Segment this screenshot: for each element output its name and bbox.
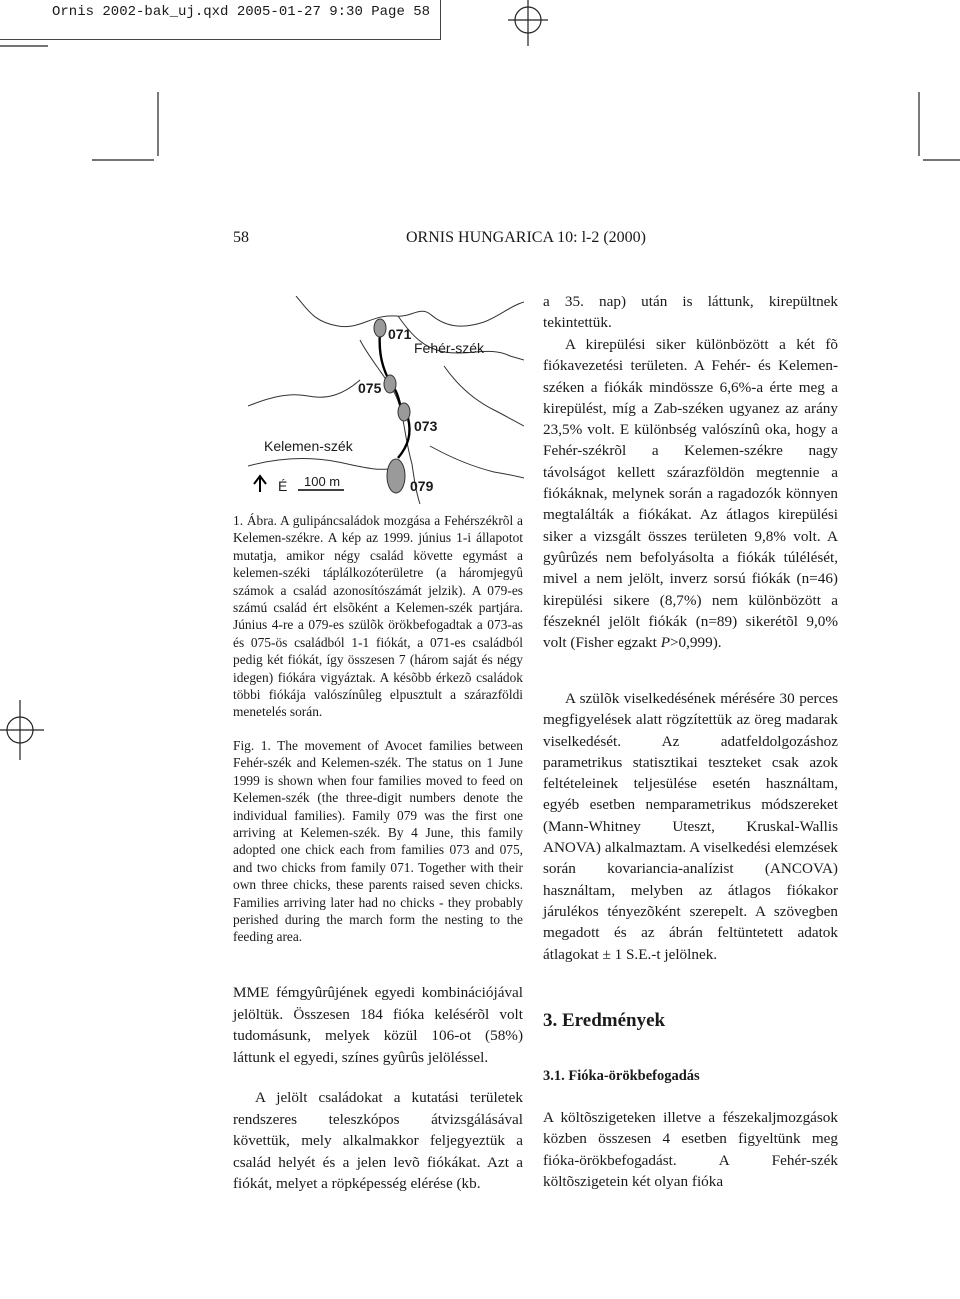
left-paragraph-2: A jelölt családokat a kutatási területek rendszeres teleszkópos átvizsgálásával követtük, mely alkalmakkor feljegyeztük a család helyét és a jelen levõ fiókákat. Azt a fiókát, melyet a röpképesség elérése (kb. [233,1089,523,1192]
print-slug: Ornis 2002-bak_uj.qxd 2005-01-27 9:30 Page 58 [0,0,441,40]
family-073-marker [398,403,410,421]
movement-map [248,296,524,504]
right-paragraph-4: A költõszigeteken illetve a fészekaljmozgások közben összesen 4 esetben figyeltünk meg fióka-örökbefogadást. A Fehér-szék költõszigetein két olyan fióka [543,1109,838,1190]
right-p2-end: >0,999). [669,634,722,652]
caption-english: Fig. 1. The movement of Avocet families between Fehér-szék and Kelemen-szék. The status on 1 June 1999 is shown when four families moved to feed on Kelemen-szék (the three-digit numbers denote the individual families). Family 079 was the first one arriving at Kelemen-szék. By 4 June, this family adopted one chick each from families 073 and 075, and two chicks from family 071. Together with their own three chicks, these parents raised seven chicks. Families arriving later had no chicks - they probably perished during the march form the nesting to the feeding area. [233,738,523,945]
label-079: 079 [410,478,434,494]
right-p2-text: A kirepülési siker különbözött a két fõ fiókavezetési területen. A Fehér- és Kelemen-széken a fiókák mindössze 6,6%-a érte meg a kirepülést, míg a Zab-széken ugyanez az arány 23,5% volt. E különbség valószínû oka, hogy a Fehér-székrõl a Kelemen-székre nagy távolságot kellett szárazföldön megtennie a fiókáknak, melynek során a ragadozók könnyen megtalálták a fiókákat. Az átlagos kirepülési siker a vizsgált összes területen 9,8% volt. A gyûrûzés nem befolyásolta a fiókák túlélését, mivel a nem jelölt, inverz sorsú fiókák (n=46) kirepülési sikere (8,7%) nem különbözött a fészeknél jelölt fiókák (n=89) sikerétõl 9,0% volt (Fisher egzakt [543,336,838,652]
label-scale: 100 m [304,474,341,489]
label-073: 073 [414,418,438,434]
label-071: 071 [388,326,412,342]
family-071-marker [374,319,386,337]
label-075: 075 [358,380,382,396]
label-kelemen-szek: Kelemen-szék [264,438,353,454]
journal-header: ORNIS HUNGARICA 10: l-2 (2000) [406,229,646,246]
p-value-symbol: P [660,634,670,652]
family-075-marker [384,375,396,393]
label-north: É [278,478,288,494]
right-paragraph-1: a 35. nap) után is láttunk, kirepültnek tekintettük. [543,293,838,332]
north-arrow-icon [254,476,266,492]
family-079-marker [387,459,405,493]
caption-hungarian: 1. Ábra. A gulipáncsaládok mozgása a Fehérszékrõl a Kelemen-székre. A kép az 1999. június 1-i állapotot mutatja, amikor négy család követte egymást a kelemen-széki táplálkozóterületre (a háromjegyû számok a család azonosítószámát jelzik). A 079-es számú család ért elsõként a Kelemen-szék partjára. Június 4-re a 079-es szülõk örökbefogadtak a 073-as és 075-ös családból 1-1 fiókát, a 071-es családból pedig két fiókát, így összesen 7 (három saját és négy idegen) fiókára vigyáztak. A késõbb érkezõ családok többi fiókája valószínûleg elpusztult a szárazföldi menetelés során. [233,513,523,720]
left-paragraph-1: MME fémgyûrûjének egyedi kombinációjával jelöltük. Összesen 184 fióka kelésérõl volt tudomásunk, melyek közül 106-ot (58%) láttunk el egyedi, színes gyûrûs jelöléssel. [233,984,523,1066]
section-heading-results: 3. Eredmények [543,1010,666,1031]
page-number: 58 [233,229,249,246]
map-drawing [248,296,524,504]
subsection-heading-adoption: 3.1. Fióka-örökbefogadás [543,1068,700,1084]
label-feher-szek: Fehér-szék [414,340,485,356]
right-paragraph-2 [543,334,838,653]
right-paragraph-3: A szülõk viselkedésének mérésére 30 perces megfigyelések alatt rögzítettük az öreg madarak viselkedését. Az adatfeldolgozáshoz parametrikus statisztikai teszteket csak azok feltételeinek teljesülése esetén használtam, egyéb esetben nemparametrikus módszereket (Mann-Whitney Uteszt, Kruskal-Wallis ANOVA) alkalmaztam. A viselkedési elemzések során kovariancia-analízist (ANCOVA) használtam, melyben az átlagos fiókakor járulékos tényezõként szerepelt. A szövegben megadott és az ábrán feltüntetett adatok átlagokat ± 1 S.E.-t jelölnek. [543,690,838,963]
